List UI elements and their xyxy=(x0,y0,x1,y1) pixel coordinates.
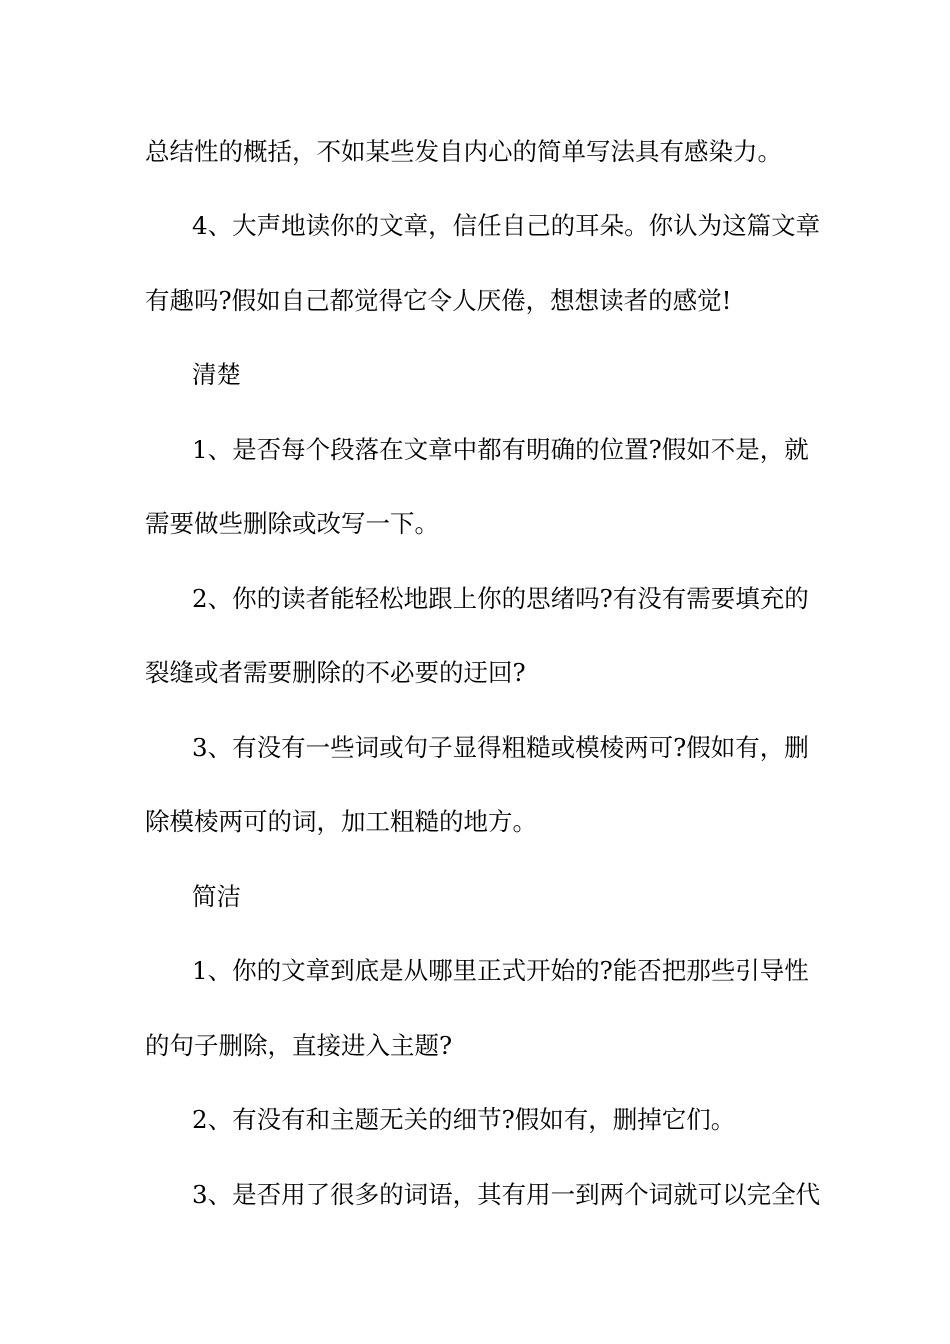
paragraph-line: 除模棱两可的词，加工粗糙的地方。 xyxy=(145,807,537,836)
paragraph-line: 的句子删除，直接进入主题? xyxy=(145,1031,453,1060)
paragraph-line: 1、是否每个段落在文章中都有明确的位置?假如不是，就 xyxy=(192,435,809,464)
paragraph-line: 4、大声地读你的文章，信任自己的耳朵。你认为这篇文章 xyxy=(192,211,821,240)
paragraph-line: 需要做些删除或改写一下。 xyxy=(145,509,439,538)
paragraph-line: 总结性的概括，不如某些发自内心的简单写法具有感染力。 xyxy=(145,137,782,166)
paragraph-line: 3、是否用了很多的词语，其有用一到两个词就可以完全代 xyxy=(192,1180,821,1209)
paragraph-line: 2、有没有和主题无关的细节?假如有，删掉它们。 xyxy=(192,1105,736,1134)
paragraph-line: 3、有没有一些词或句子显得粗糙或模棱两可?假如有，删 xyxy=(192,733,809,762)
paragraph-line: 2、你的读者能轻松地跟上你的思绪吗?有没有需要填充的 xyxy=(192,584,809,613)
paragraph-line: 1、你的文章到底是从哪里正式开始的?能否把那些引导性 xyxy=(192,956,809,985)
section-heading: 简洁 xyxy=(192,882,241,911)
paragraph-line: 有趣吗?假如自己都觉得它令人厌倦，想想读者的感觉! xyxy=(145,286,732,315)
section-heading: 清楚 xyxy=(192,360,241,389)
paragraph-line: 裂缝或者需要删除的不必要的迂回? xyxy=(145,658,526,687)
